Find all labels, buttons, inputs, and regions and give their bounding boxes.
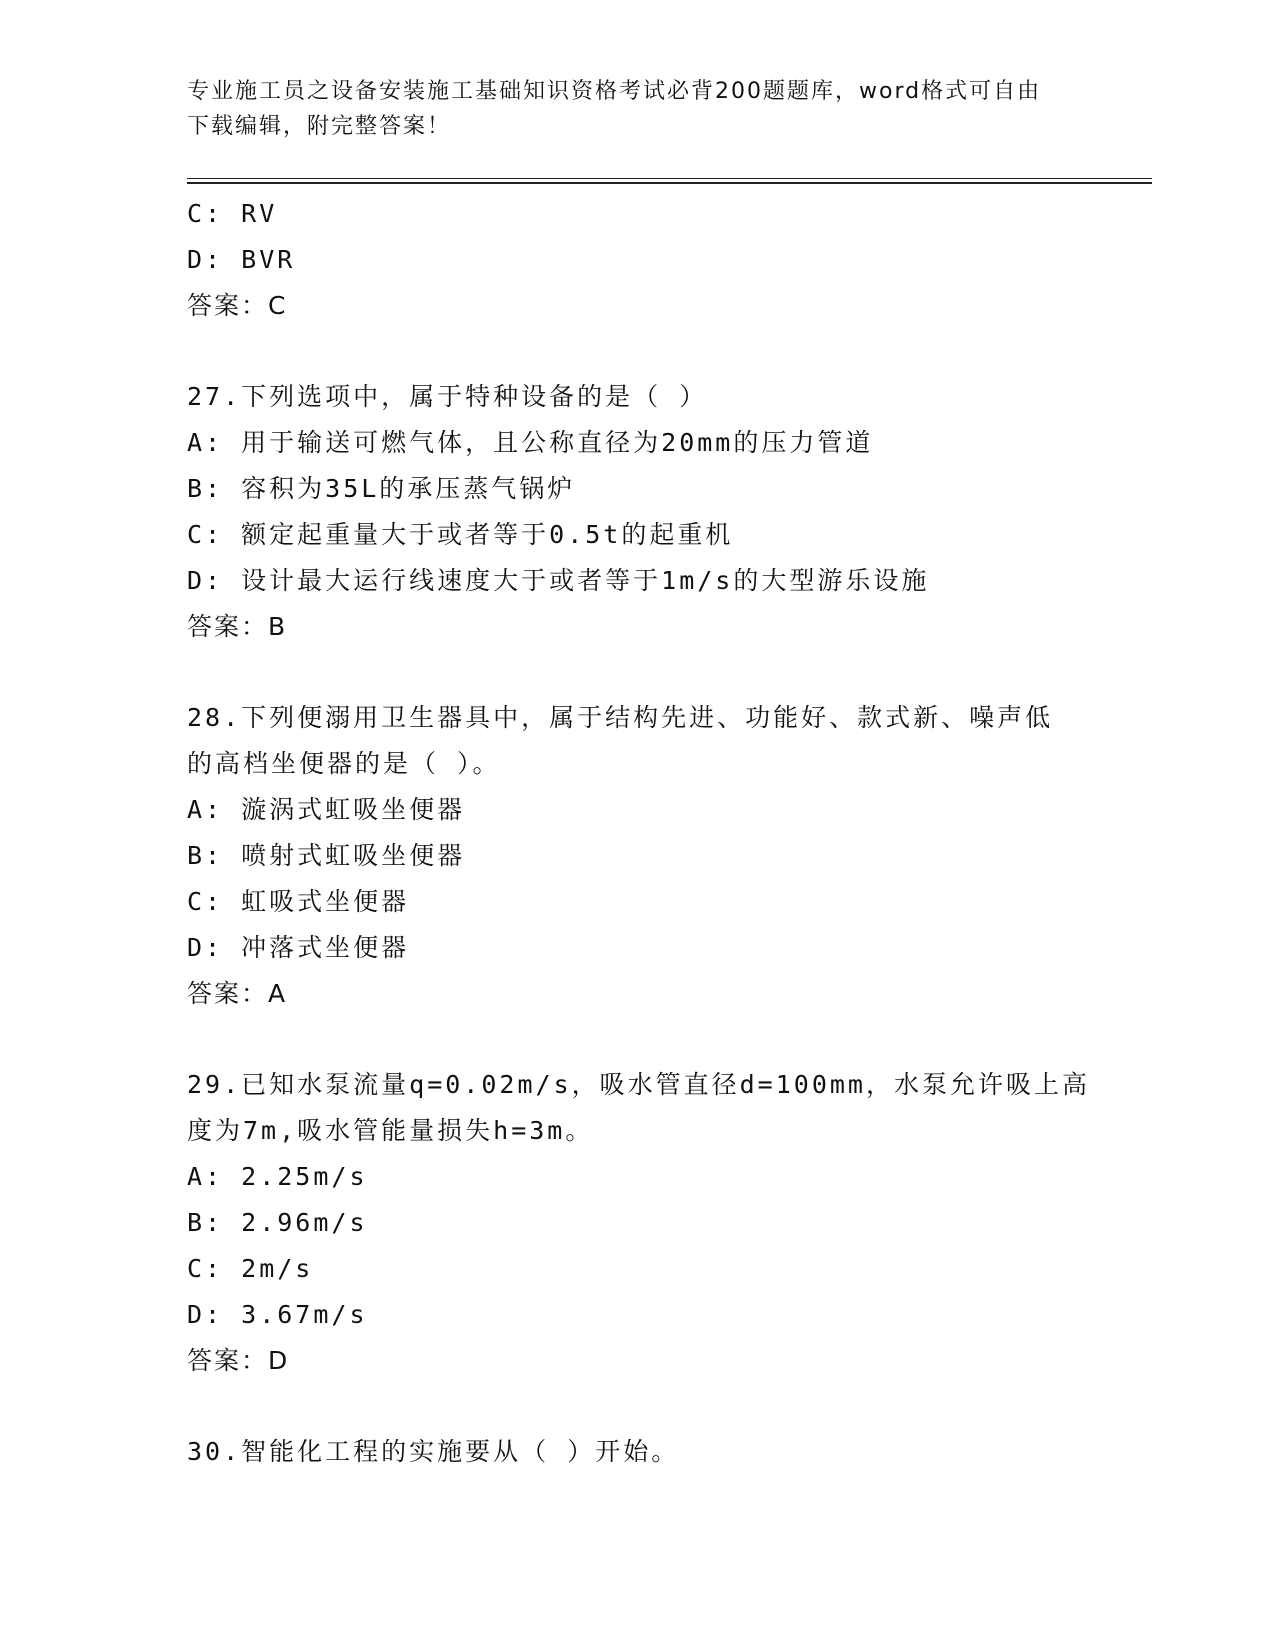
answer-line: 答案：A — [187, 979, 288, 1008]
previous-question-tail — [187, 191, 1087, 329]
option-d: D: 设计最大运行线速度大于或者等于1m/s的大型游乐设施 — [187, 566, 930, 595]
option-b: B: 2.96m/s — [187, 1208, 368, 1237]
option-d: D: 冲落式坐便器 — [187, 933, 410, 962]
option-b: B: 喷射式虹吸坐便器 — [187, 841, 466, 870]
option-a: A: 2.25m/s — [187, 1162, 368, 1191]
option-d: D: BVR — [187, 245, 296, 274]
document-header — [187, 74, 1087, 144]
header-divider-thin — [187, 178, 1152, 179]
option-d: D: 3.67m/s — [187, 1300, 368, 1329]
option-b: B: 容积为35L的承压蒸气锅炉 — [187, 474, 576, 503]
option-c: C: 虹吸式坐便器 — [187, 887, 410, 916]
header-divider-thick — [187, 182, 1152, 184]
question-list — [187, 191, 1090, 1475]
question-stem: 28.下列便溺用卫生器具中，属于结构先进、功能好、款式新、噪声低 — [187, 703, 1054, 732]
option-c: C: 额定起重量大于或者等于0.5t的起重机 — [187, 520, 734, 549]
question-stem-continued: 度为7m,吸水管能量损失h=3m。 — [187, 1116, 594, 1145]
question-30 — [187, 1429, 1087, 1475]
header-line-1: 专业施工员之设备安装施工基础知识资格考试必背200题题库，word格式可自由 — [187, 79, 1042, 104]
answer-line: 答案：C — [187, 291, 288, 320]
question-29 — [187, 1062, 1090, 1384]
question-28 — [187, 695, 1087, 1017]
option-c: C: 2m/s — [187, 1254, 314, 1283]
question-27 — [187, 374, 1087, 650]
option-a: A: 漩涡式虹吸坐便器 — [187, 795, 466, 824]
option-a: A: 用于输送可燃气体，且公称直径为20mm的压力管道 — [187, 428, 874, 457]
question-stem: 30.智能化工程的实施要从（ ）开始。 — [187, 1437, 680, 1466]
option-c: C: RV — [187, 199, 278, 228]
header-line-2: 下载编辑，附完整答案！ — [187, 114, 452, 139]
answer-line: 答案：B — [187, 612, 288, 641]
question-stem-continued: 的高档坐便器的是（ ）。 — [187, 749, 501, 778]
answer-line: 答案：D — [187, 1346, 290, 1375]
question-stem: 29.已知水泵流量q=0.02m/s，吸水管直径d=100mm，水泵允许吸上高 — [187, 1070, 1090, 1099]
question-stem: 27.下列选项中，属于特种设备的是（ ） — [187, 382, 708, 411]
